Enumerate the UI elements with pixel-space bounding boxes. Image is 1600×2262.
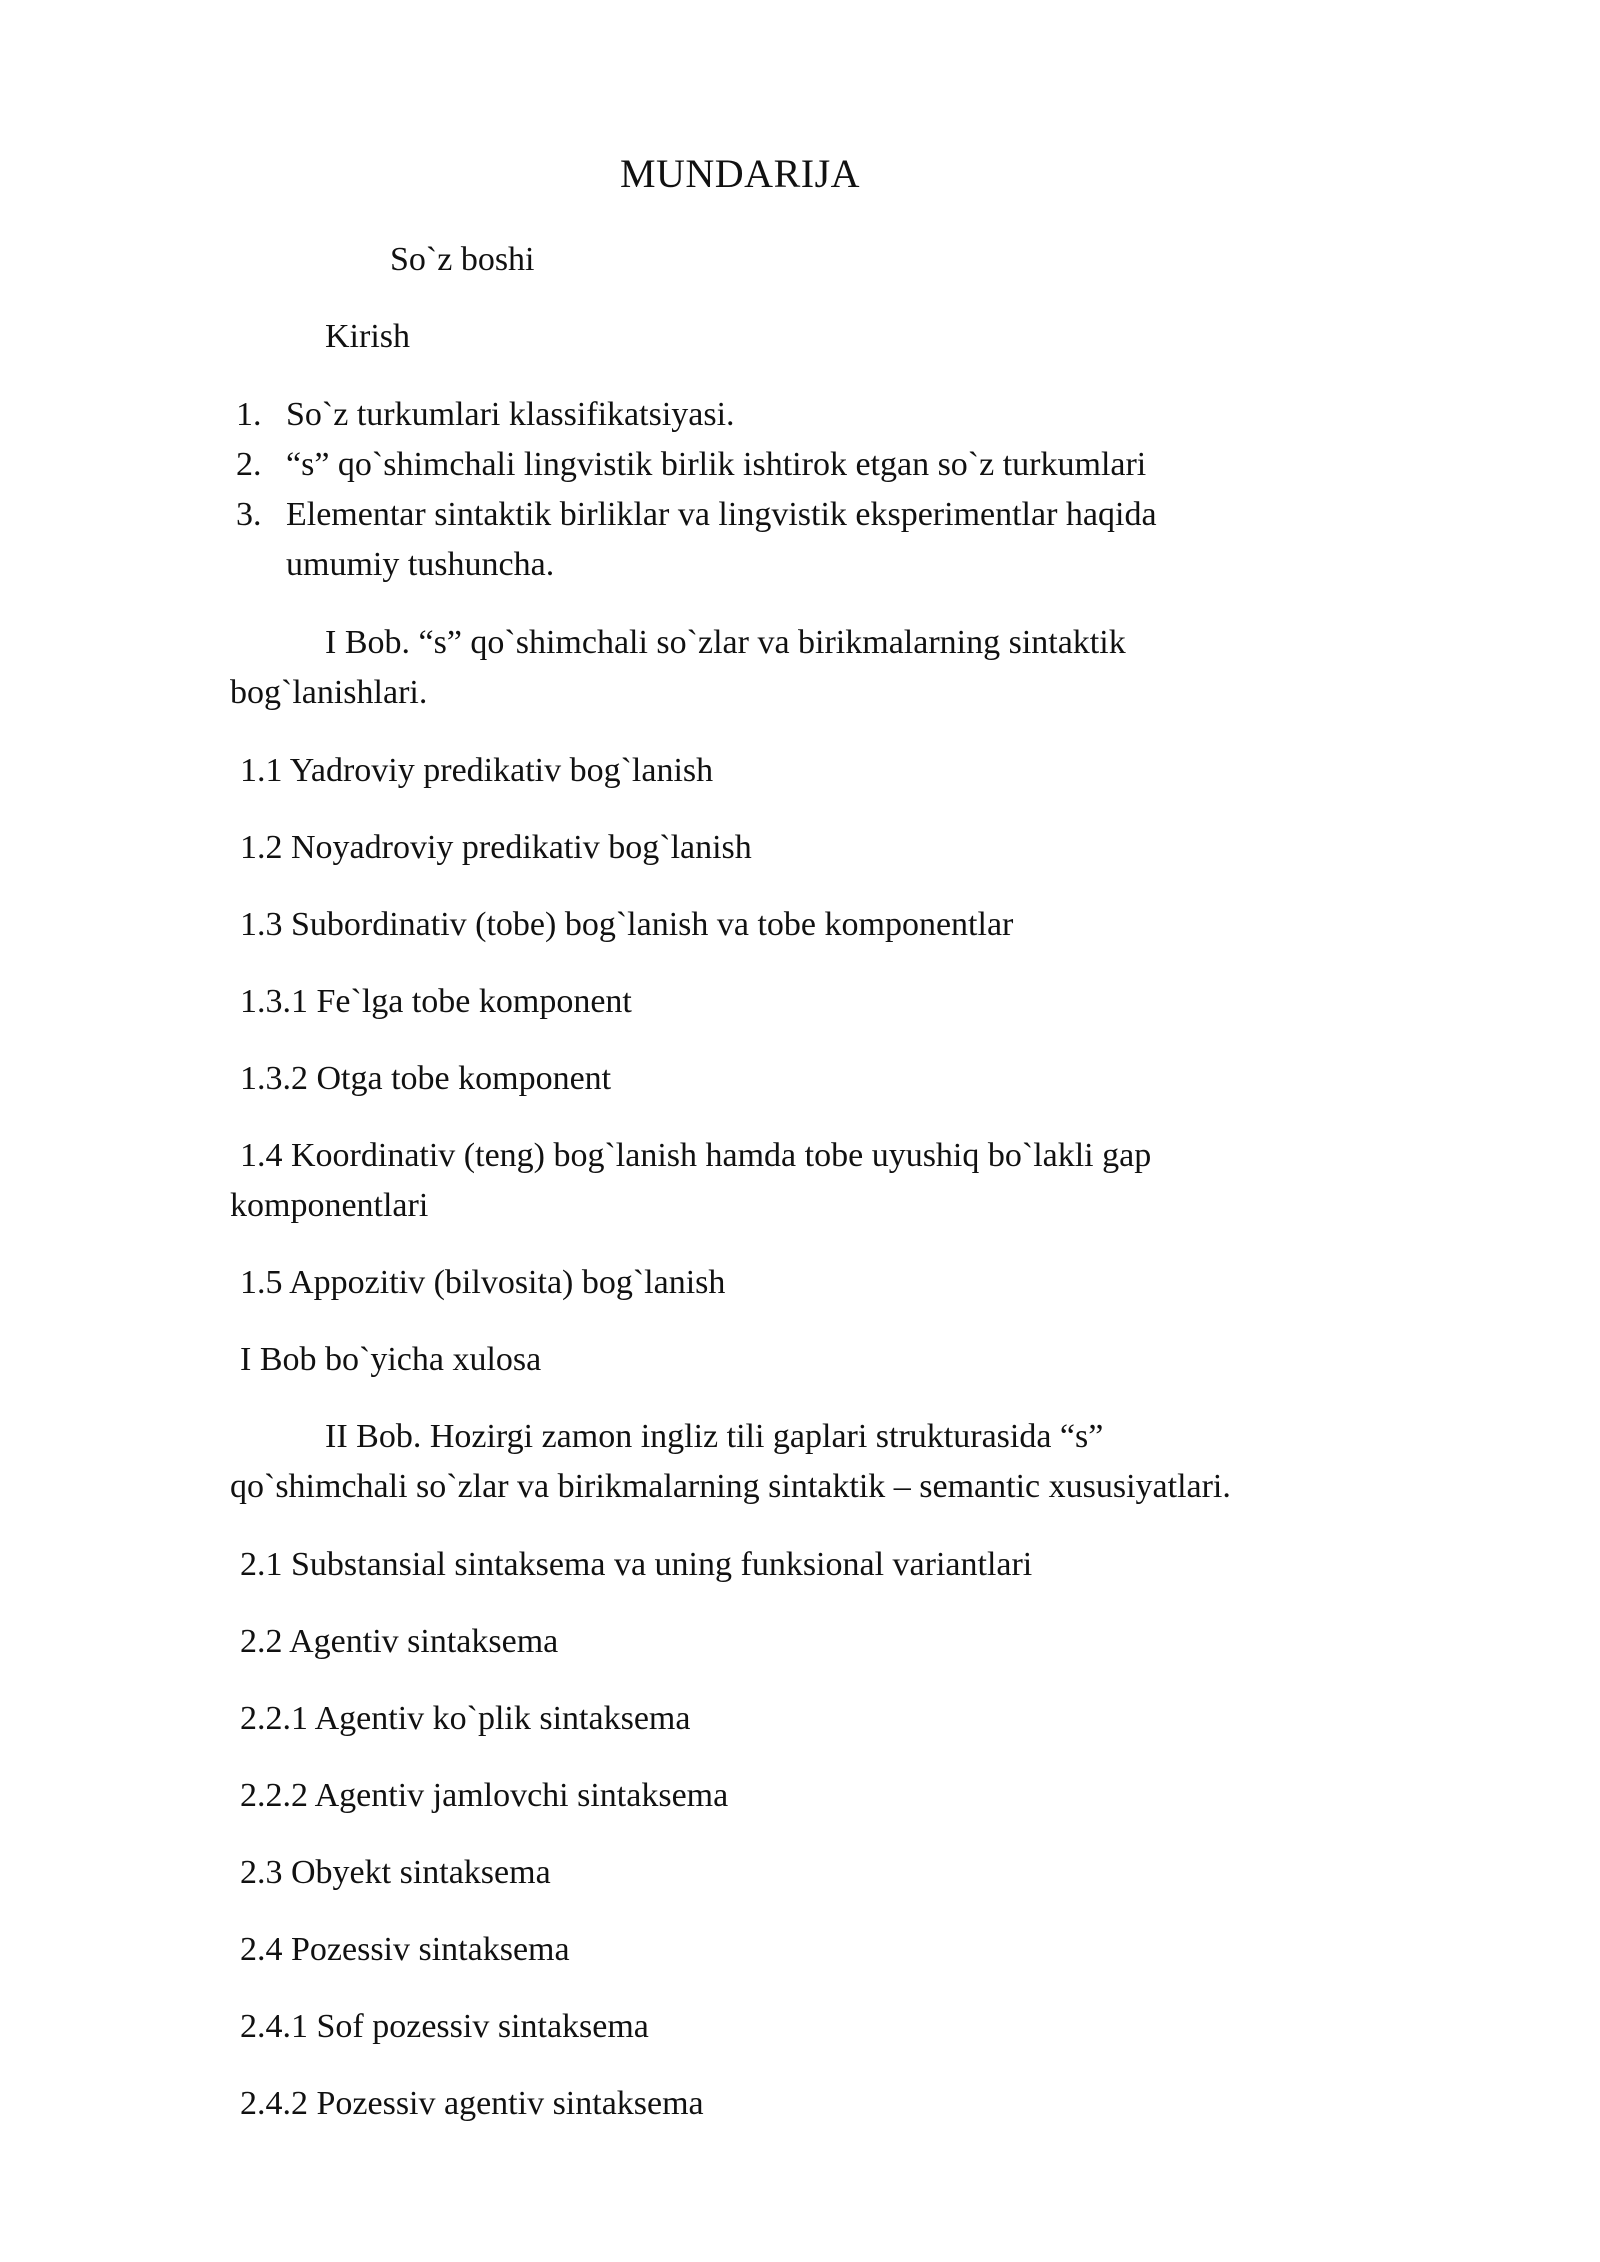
toc-item-2-2-2: 2.2.2 Agentiv jamlovchi sintaksema bbox=[240, 1777, 729, 1814]
item-text: Elementar sintaktik birliklar va lingvistik eksperimentlar haqida bbox=[286, 496, 1157, 533]
toc-item-1-3: 1.3 Subordinativ (tobe) bog`lanish va tobe komponentlar bbox=[240, 906, 1014, 943]
toc-item-2-1: 2.1 Substansial sintaksema va uning funksional variantlari bbox=[240, 1546, 1033, 1583]
chapter1-heading-line1: I Bob. “s” qo`shimchali so`zlar va birikmalarning sintaktik bbox=[325, 624, 1126, 661]
chapter1-heading-line2: bog`lanishlari. bbox=[230, 674, 428, 711]
toc-item-2-2-1: 2.2.1 Agentiv ko`plik sintaksema bbox=[240, 1700, 691, 1737]
toc-numbered-item-1 bbox=[236, 390, 735, 440]
item-number: 1. bbox=[236, 396, 262, 433]
toc-introduction: Kirish bbox=[325, 318, 410, 355]
toc-preface: So`z boshi bbox=[390, 241, 535, 278]
toc-item-2-4-2: 2.4.2 Pozessiv agentiv sintaksema bbox=[240, 2085, 704, 2122]
item-number: 3. bbox=[236, 496, 262, 533]
toc-numbered-item-3-continuation: umumiy tushuncha. bbox=[286, 546, 555, 583]
toc-item-2-2: 2.2 Agentiv sintaksema bbox=[240, 1623, 559, 1660]
toc-item-1-1: 1.1 Yadroviy predikativ bog`lanish bbox=[240, 752, 714, 789]
toc-item-1-3-2: 1.3.2 Otga tobe komponent bbox=[240, 1060, 612, 1097]
toc-item-2-4-1: 2.4.1 Sof pozessiv sintaksema bbox=[240, 2008, 649, 2045]
item-text: So`z turkumlari klassifikatsiyasi. bbox=[286, 396, 735, 433]
toc-chapter1-conclusion: I Bob bo`yicha xulosa bbox=[240, 1341, 542, 1378]
item-number: 2. bbox=[236, 446, 262, 483]
toc-item-1-4-line1: 1.4 Koordinativ (teng) bog`lanish hamda tobe uyushiq bo`lakli gap bbox=[240, 1137, 1152, 1174]
toc-item-2-3: 2.3 Obyekt sintaksema bbox=[240, 1854, 551, 1891]
toc-item-1-4-line2: komponentlari bbox=[230, 1187, 429, 1224]
item-text: “s” qo`shimchali lingvistik birlik ishtirok etgan so`z turkumlari bbox=[286, 446, 1147, 483]
chapter2-heading-line1: II Bob. Hozirgi zamon ingliz tili gaplari strukturasida “s” bbox=[325, 1418, 1104, 1455]
page-title: MUNDARIJA bbox=[619, 151, 861, 196]
toc-item-1-3-1: 1.3.1 Fe`lga tobe komponent bbox=[240, 983, 632, 1020]
toc-item-1-5: 1.5 Appozitiv (bilvosita) bog`lanish bbox=[240, 1264, 726, 1301]
toc-numbered-item-3 bbox=[236, 490, 1157, 540]
toc-item-2-4: 2.4 Pozessiv sintaksema bbox=[240, 1931, 570, 1968]
chapter2-heading-line2: qo`shimchali so`zlar va birikmalarning sintaktik – semantic xususiyatlari. bbox=[230, 1468, 1231, 1505]
toc-item-1-2: 1.2 Noyadroviy predikativ bog`lanish bbox=[240, 829, 752, 866]
toc-numbered-item-2 bbox=[236, 440, 1146, 490]
